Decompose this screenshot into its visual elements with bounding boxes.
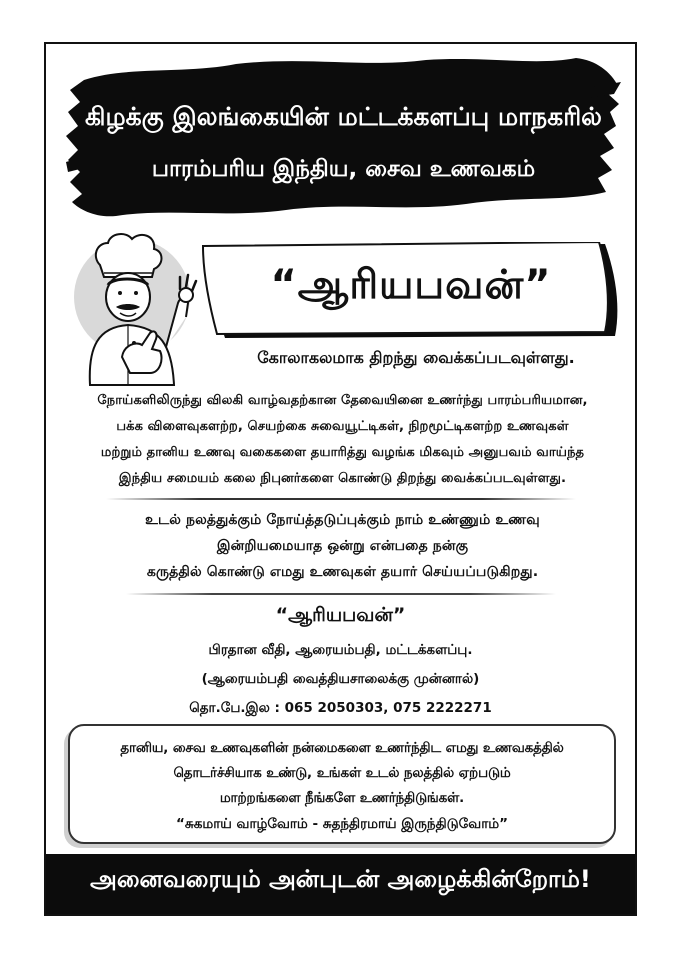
info-line: தானிய, சைவ உணவுகளின் நன்மைகளை உணர்ந்திட எமது உணவகத்தில் xyxy=(120,741,564,756)
intro-line: மற்றும் தானிய உணவு வகைகளை தயாரித்து வழங்க மிகவும் அனுபவம் வாய்ந்த xyxy=(100,445,585,460)
divider-line xyxy=(126,593,556,595)
intro-line: நோய்களிலிருந்து விலகி வாழ்வதற்கான தேவையினை உணர்ந்து பாரம்பரியமான, xyxy=(97,393,588,408)
chef-icon xyxy=(70,227,206,387)
restaurant-name: “ஆரியபவன்” xyxy=(270,262,552,308)
address-title: “ஆரியபவன்” xyxy=(275,604,406,626)
divider-line xyxy=(106,498,576,500)
footer-band xyxy=(46,854,635,914)
header-banner xyxy=(66,52,621,224)
invitation-text: அனைவரையும் அன்புடன் அழைக்கின்றோம்! xyxy=(90,865,591,893)
header-line-1: கிழக்கு இலங்கையின் மட்டக்களப்பு மாநகரில் xyxy=(85,102,602,131)
header-line-2: பாரம்பரிய இந்திய, சைவ உணவகம் xyxy=(151,156,536,182)
intro-paragraph xyxy=(56,388,629,492)
info-text xyxy=(70,736,614,811)
info-box xyxy=(68,724,616,844)
health-line: இன்றியமையாத ஒன்று என்பதை நன்கு xyxy=(216,538,469,554)
info-line: தொடர்ச்சியாக உண்டு, உங்கள் உடல் நலத்தில் ஏற்படும் xyxy=(173,766,511,781)
health-line: உடல் நலத்துக்கும் நோய்த்தடுப்புக்கும் நாம் உண்ணும் உணவு xyxy=(145,512,540,528)
opening-announcement: கோலாகலமாக திறந்து வைக்கப்படவுள்ளது. xyxy=(257,348,575,367)
restaurant-name-box xyxy=(201,242,621,338)
info-line: மாற்றங்களை நீங்களே உணர்ந்திடுங்கள். xyxy=(219,791,465,806)
phone-numbers: தொ.பே.இல : 065 2050303, 075 2222271 xyxy=(189,700,492,716)
intro-line: இந்திய சமையம் கலை நிபுனர்களை கொண்டு திறந்து வைக்கப்படவுள்ளது. xyxy=(118,471,567,486)
address-street: பிரதான வீதி, ஆரையம்பதி, மட்டக்களப்பு. xyxy=(208,642,473,658)
brush-stroke-shape xyxy=(66,52,621,224)
flyer xyxy=(44,42,637,916)
intro-line: பக்க விளைவுகளற்ற, செயற்கை சுவையூட்டிகள், நிறமூட்டிகளற்ற உணவுகள் xyxy=(116,419,569,434)
health-paragraph xyxy=(56,507,629,585)
slogan: “சுகமாய் வாழ்வோம் - சுதந்திரமாய் இருந்திடுவோம்” xyxy=(176,816,508,832)
health-line: கருத்தில் கொண்டு எமது உணவுகள் தயார் செய்யப்படுகிறது. xyxy=(146,564,539,580)
address-landmark: (ஆரையம்பதி வைத்தியசாலைக்கு முன்னால்) xyxy=(201,671,480,687)
